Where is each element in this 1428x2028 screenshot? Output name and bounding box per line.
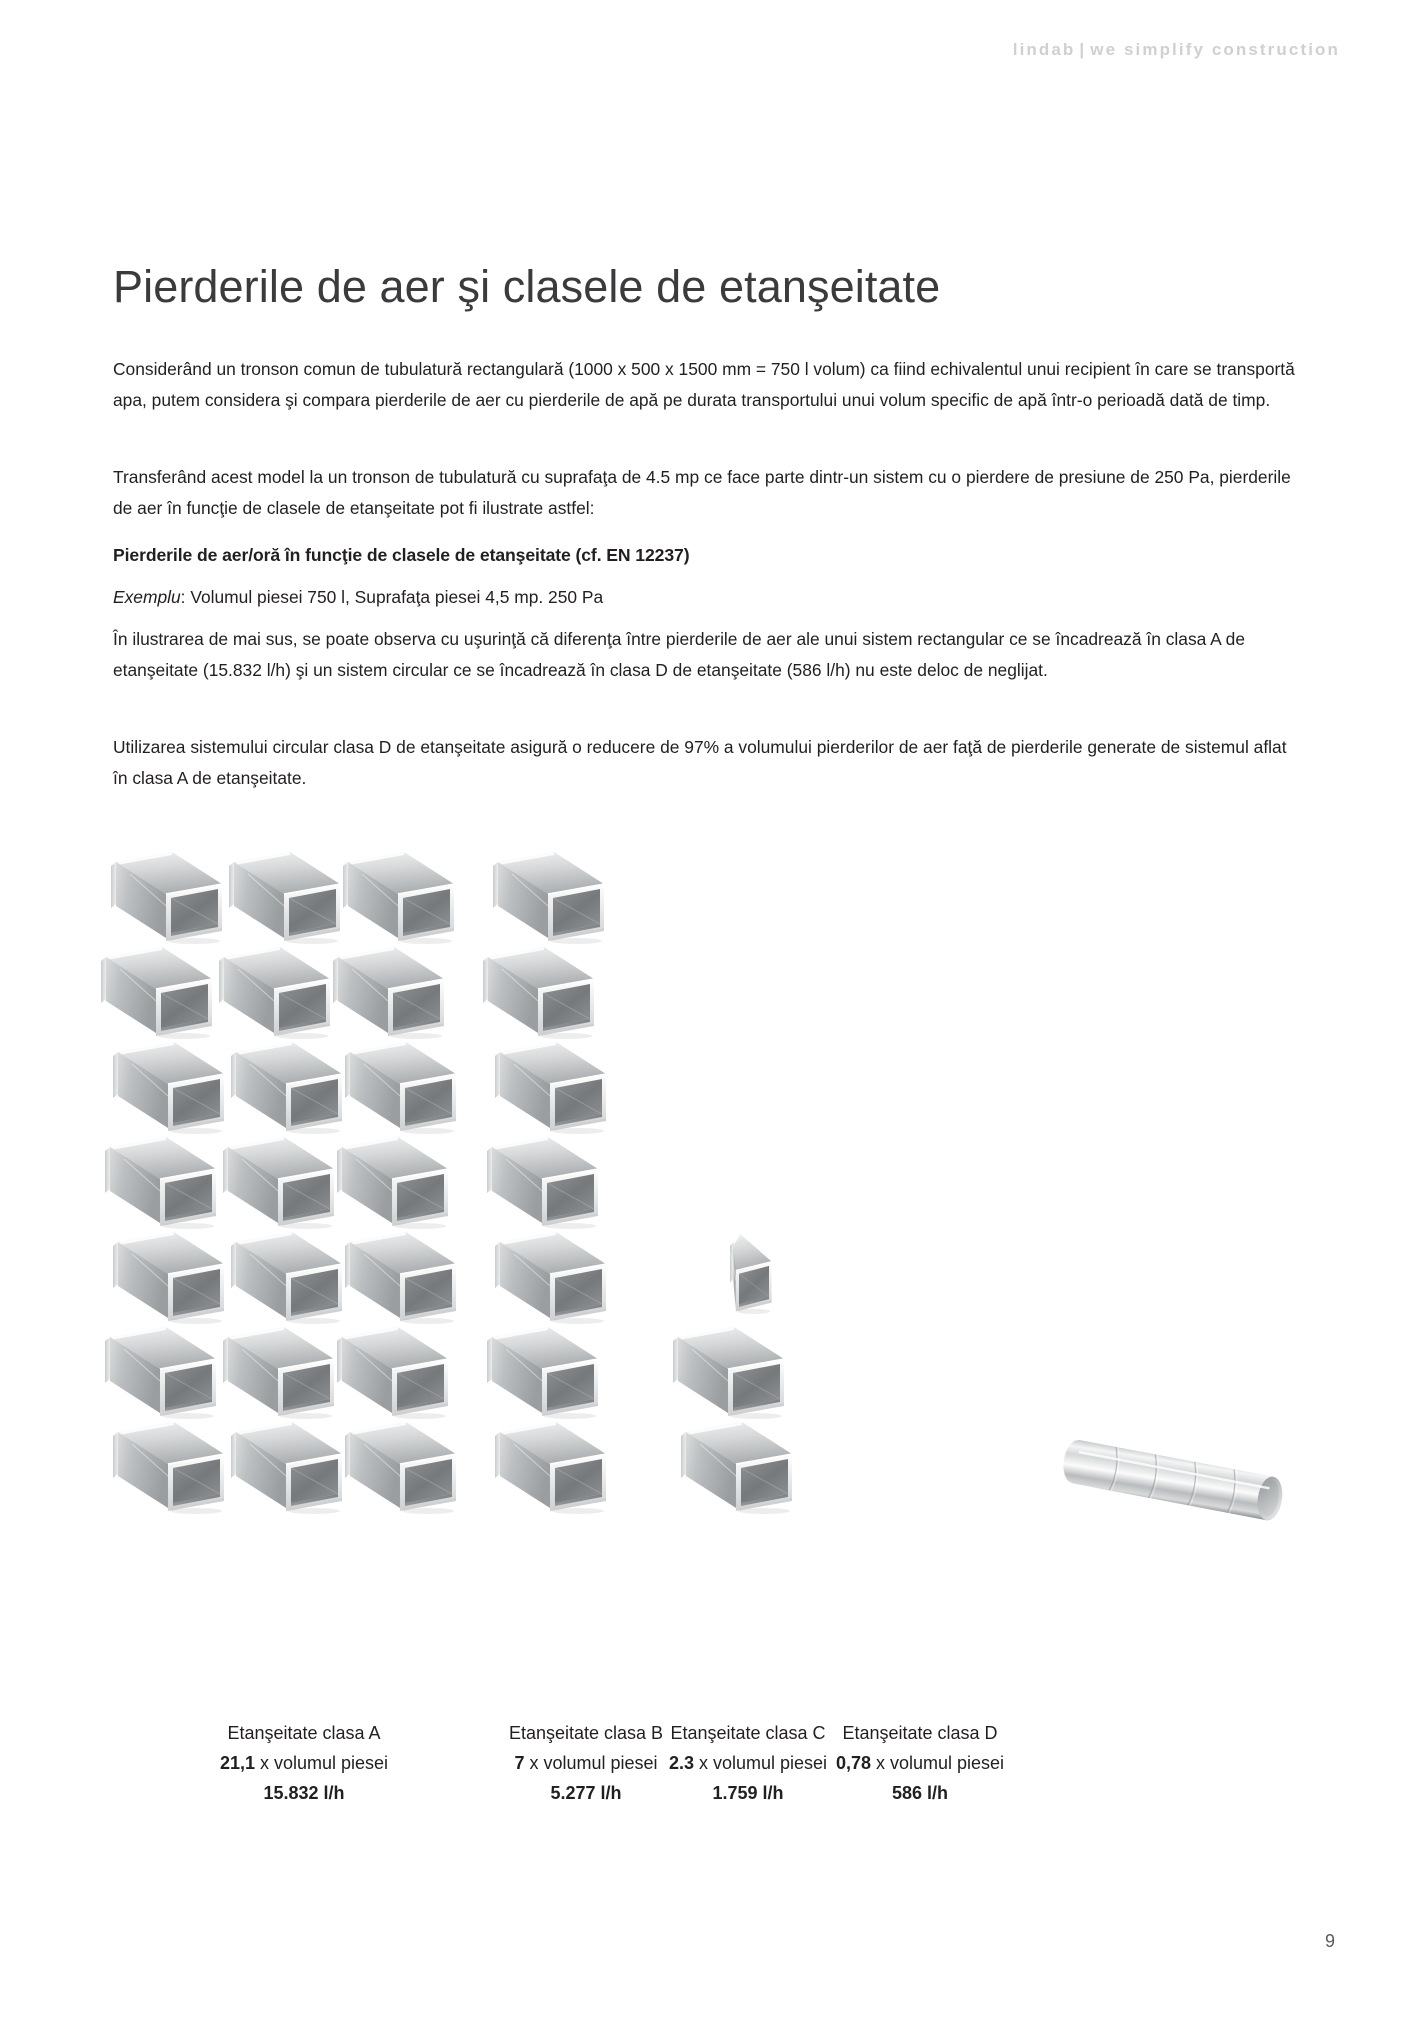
duct-illustration (0, 820, 1428, 1340)
caption-class-c-multiplier-value: 2.3 (668, 1753, 694, 1773)
caption-class-b-multiplier-text: x volumul piesei (524, 1753, 658, 1773)
rectangular-duct-icon (230, 1228, 352, 1324)
rectangular-duct-icon (344, 1418, 466, 1514)
rectangular-duct-icon (112, 1038, 234, 1134)
caption-class-a-multiplier (144, 1748, 464, 1778)
rectangular-duct-icon (486, 1133, 608, 1229)
paragraph-comparison: În ilustrarea de mai sus, se poate observa cu uşurinţă că diferenţa între pierderile de aer ale unui sistem rectangular ce se încadrează în clasa A de etanşeitate (15.832 l/h) şi un sistem circular ce se încadrează în clasa D de etanşeitate (586 l/h) nu este deloc de neglijat. (113, 629, 1245, 681)
rectangular-duct-icon (486, 1323, 608, 1419)
paragraph-model: Transferând acest model la un tronson de tubulatură cu suprafaţa de 4.5 mp ce face parte dintr-un sistem cu o pierdere de presiune de 250 Pa, pierderile de aer în funcţie de clasele de etanşeitate pot fi ilustrate astfel: (113, 467, 1291, 519)
example-label: Exemplu (113, 587, 181, 608)
caption-class-a-label: Etanşeitate clasa A (227, 1723, 381, 1743)
spiral-round-duct-icon (1060, 1432, 1298, 1524)
caption-class-d-rate: 586 l/h (891, 1783, 949, 1803)
caption-class-d-multiplier-text: x volumul piesei (870, 1753, 1005, 1773)
rectangular-duct-icon (336, 1323, 458, 1419)
rectangular-duct-icon (222, 1323, 344, 1419)
brand-separator: | (1079, 40, 1087, 59)
rectangular-duct-icon (672, 1323, 794, 1419)
example-line (113, 582, 1301, 613)
rectangular-duct-icon (336, 1133, 458, 1229)
rectangular-duct-icon (492, 848, 614, 944)
caption-class-b-label: Etanşeitate clasa B (508, 1723, 664, 1743)
paragraph-intro: Considerând un tronson comun de tubulatură rectangulară (1000 x 500 x 1500 mm = 750 l volum) ca fiind echivalentul unui recipient în care se transportă apa, putem considera şi compara pierderile de aer cu pierderile de apă pe durata transportului unui volum specific de apă într-o perioadă dată de timp. (113, 359, 1295, 411)
caption-class-d-label: Etanşeitate clasa D (842, 1723, 998, 1743)
rectangular-duct-icon (344, 1038, 466, 1134)
rectangular-duct-icon (112, 1228, 234, 1324)
rectangular-duct-icon (104, 1323, 226, 1419)
rectangular-duct-icon (228, 848, 350, 944)
caption-class-c-label: Etanşeitate clasa C (670, 1723, 826, 1743)
paragraph-conclusion: Utilizarea sistemului circular clasa D de etanşeitate asigură o reducere de 97% a volumului pierderilor de aer faţă de pierderile generate de sistemul aflat în clasa A de etanşeitate. (113, 737, 1287, 789)
rectangular-duct-icon (100, 943, 222, 1039)
caption-class-a-multiplier-value: 21,1 (219, 1753, 255, 1773)
section-heading: Pierderile de aer/oră în funcţie de clasele de etanşeitate (cf. EN 12237) (113, 544, 690, 565)
rectangular-duct-short-icon (700, 1230, 778, 1314)
rectangular-duct-icon (222, 1133, 344, 1229)
caption-class-d-multiplier (760, 1748, 1080, 1778)
rectangular-duct-icon (218, 943, 340, 1039)
caption-class-a-multiplier-text: x volumul piesei (254, 1753, 389, 1773)
rectangular-duct-icon (230, 1038, 352, 1134)
example-values: : Volumul piesei 750 l, Suprafaţa piesei 4,5 mp. 250 Pa (180, 587, 604, 608)
caption-class-b-rate: 5.277 l/h (550, 1783, 622, 1803)
rectangular-duct-icon (110, 848, 232, 944)
caption-class-d-multiplier-value: 0,78 (835, 1753, 871, 1773)
caption-row (0, 1718, 1428, 1828)
rectangular-duct-icon (494, 1038, 616, 1134)
brand-name: lindab (1012, 40, 1076, 59)
caption-class-c-rate: 1.759 l/h (712, 1783, 784, 1803)
brand-tagline: we simplify construction (1090, 40, 1340, 59)
rectangular-duct-icon (482, 943, 604, 1039)
rectangular-duct-icon (342, 848, 464, 944)
caption-class-a (144, 1718, 464, 1808)
rectangular-duct-icon (230, 1418, 352, 1514)
rectangular-duct-icon (104, 1133, 226, 1229)
caption-class-a-rate: 15.832 l/h (263, 1783, 345, 1803)
rectangular-duct-icon (494, 1228, 616, 1324)
caption-class-c-multiplier-text: x volumul piesei (693, 1753, 828, 1773)
caption-class-b-multiplier-value: 7 (514, 1753, 525, 1773)
rectangular-duct-icon (680, 1418, 802, 1514)
rectangular-duct-icon (494, 1418, 616, 1514)
rectangular-duct-icon (344, 1228, 466, 1324)
caption-class-d (760, 1718, 1080, 1808)
page-number: 9 (1324, 1931, 1335, 1951)
page-title: Pierderile de aer şi clasele de etanşeitate (113, 261, 941, 313)
rectangular-duct-icon (332, 943, 454, 1039)
rectangular-duct-icon (112, 1418, 234, 1514)
brand-header (1013, 40, 1340, 60)
